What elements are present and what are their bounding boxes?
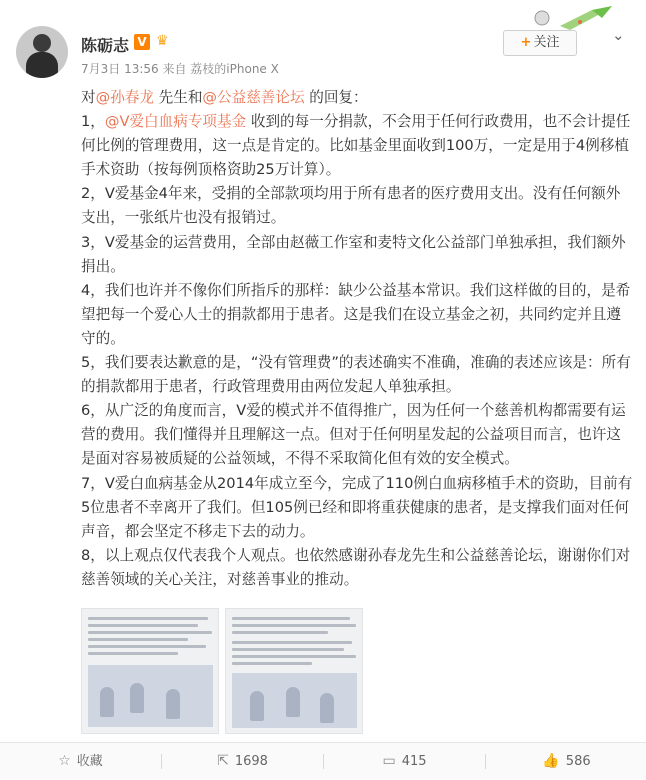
repost-count: 1698	[234, 754, 268, 769]
post-text: 6，从广泛的角度而言，V爱的模式并不值得推广，因为任何一个慈善机构都需要有运营的费用。我们懂得并且理解这一点。但对于任何明星发起的公益项目而言，也许这是面对容易被质疑的公益领域，不得不采取简化但有效的安全模式。	[81, 402, 626, 468]
post-image-2[interactable]	[225, 608, 363, 734]
user-name[interactable]: 陈砺志	[81, 36, 130, 55]
repost-button[interactable]	[162, 743, 323, 779]
post-images	[81, 608, 365, 734]
post-text: 1，	[81, 113, 105, 131]
mention-link[interactable]: @孙春龙	[95, 89, 154, 106]
avatar[interactable]	[16, 26, 68, 78]
post-paragraph	[81, 472, 633, 544]
plus-icon: +	[520, 35, 532, 50]
verified-badge-icon: V	[134, 34, 150, 50]
post-content	[81, 86, 633, 592]
like-icon: 👍	[542, 753, 560, 769]
post-text: 先生和	[154, 89, 203, 106]
comment-button[interactable]	[324, 743, 485, 779]
like-button[interactable]	[486, 743, 646, 779]
favorite-label: 收藏	[76, 754, 103, 769]
post-text: 2，V爱基金4年来，受捐的全部款项均用于所有患者的医疗费用支出。没有任何额外支出，一张纸片也没有报销过。	[81, 185, 621, 227]
post-paragraph	[81, 544, 633, 592]
action-bar	[0, 743, 646, 779]
chevron-down-icon[interactable]: ⌄	[612, 26, 625, 44]
comment-icon: ▭	[382, 753, 396, 769]
post-image-1[interactable]	[81, 608, 219, 734]
mention-link[interactable]: @V爱白血病专项基金	[104, 113, 247, 131]
post-text: 5，我们要表达歉意的是，“没有管理费”的表述确实不准确，准确的表述应该是：所有的捐款都用于患者，行政管理费用由两位发起人单独承担。	[81, 354, 631, 396]
post-text: 3，V爱基金的运营费用，全部由赵薇工作室和麦特文化公益部门单独承担，我们额外捐出。	[81, 233, 626, 275]
post-text: 8，以上观点仅代表我个人观点。也依然感谢孙春龙先生和公益慈善论坛，谢谢你们对慈善领域的关心关注，对慈善事业的推动。	[81, 546, 631, 588]
post-paragraph	[81, 279, 633, 351]
favorite-button[interactable]	[0, 743, 161, 779]
comment-count: 415	[401, 754, 427, 769]
repost-icon: ⇱	[217, 753, 229, 769]
post-text: 对	[81, 89, 96, 106]
post-paragraph	[81, 86, 633, 110]
like-count: 586	[565, 754, 591, 769]
mention-link[interactable]: @公益慈善论坛	[202, 89, 305, 106]
post-paragraph	[81, 399, 633, 471]
post-paragraph	[81, 110, 633, 182]
post-meta: 7月3日 13:56 来自 荔枝的iPhone X	[81, 62, 279, 76]
post-text: 收到的每一分捐款，不会用于任何行政费用，也不会计提任何比例的管理费用，这一点是肯定的。比如基金里面收到100万，一定是用于4例移植手术资助（按每例顶格资助25万计算）。	[81, 113, 631, 179]
post-text: 7，V爱白血病基金从2014年成立至今，完成了110例白血病移植手术的资助，目前有5位患者不幸离开了我们。但105例已经和即将重获健康的患者，是支撑我们面对任何声音，都会坚定不移走下去的动力。	[81, 474, 633, 540]
post-text: 4，我们也许并不像你们所指斥的那样：缺少公益基本常识。我们这样做的目的，是希望把每一个爱心人士的捐款都用于患者。这是我们在设立基金之初，共同约定并且遵守的。	[81, 281, 631, 347]
follow-button[interactable]	[503, 30, 577, 56]
post-text: 的回复：	[304, 89, 368, 106]
follow-label: 关注	[533, 35, 560, 50]
star-icon: ☆	[58, 753, 71, 769]
post-paragraph	[81, 231, 633, 279]
post-paragraph	[81, 351, 633, 399]
post-paragraph	[81, 182, 633, 230]
member-crown-icon: ♛	[156, 33, 169, 49]
